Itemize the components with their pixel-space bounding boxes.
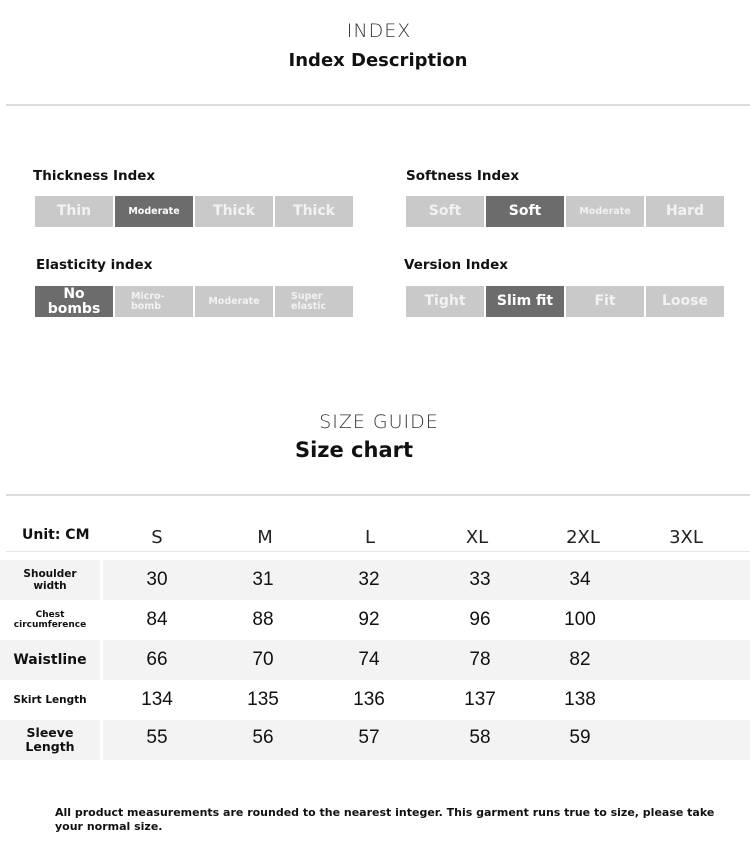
size-header-2xl: 2XL bbox=[566, 527, 600, 548]
table-cell: 34 bbox=[569, 569, 591, 590]
divider bbox=[6, 494, 750, 496]
table-cell: 134 bbox=[141, 689, 173, 710]
thickness-option-thin: Thin bbox=[35, 196, 113, 227]
thickness-option-moderate: Moderate bbox=[115, 196, 193, 227]
elasticity-index-title: Elasticity index bbox=[36, 257, 153, 273]
divider bbox=[6, 104, 750, 106]
version-scale bbox=[406, 286, 724, 317]
table-cell: 32 bbox=[358, 569, 380, 590]
table-row bbox=[0, 600, 750, 640]
size-chart-title: Size chart bbox=[294, 438, 414, 462]
thickness-option-thick: Thick bbox=[195, 196, 273, 227]
version-option-loose: Loose bbox=[646, 286, 724, 317]
table-row bbox=[0, 680, 750, 720]
table-row bbox=[0, 640, 750, 680]
elasticity-option-micro-bomb: Micro- bomb bbox=[115, 286, 193, 317]
unit-label: Unit: CM bbox=[22, 527, 90, 543]
table-cell: 74 bbox=[358, 649, 380, 670]
table-cell: 66 bbox=[146, 649, 168, 670]
version-option-fit: Fit bbox=[566, 286, 644, 317]
softness-option-soft-2: Soft bbox=[486, 196, 564, 227]
row-label-chest-circumference: Chest circumference bbox=[13, 609, 87, 630]
table-header-divider bbox=[6, 551, 750, 552]
table-cell: 82 bbox=[569, 649, 591, 670]
softness-index-title: Softness Index bbox=[406, 168, 520, 184]
table-cell: 136 bbox=[353, 689, 385, 710]
version-option-slim-fit: Slim fit bbox=[486, 286, 564, 317]
row-label-shoulder-width: Shoulder width bbox=[23, 567, 77, 592]
row-separator bbox=[100, 640, 103, 680]
table-cell: 137 bbox=[464, 689, 496, 710]
table-cell: 59 bbox=[569, 727, 591, 748]
elasticity-scale bbox=[35, 286, 353, 317]
thickness-option-thick-2: Thick bbox=[275, 196, 353, 227]
softness-option-hard: Hard bbox=[646, 196, 724, 227]
table-cell: 88 bbox=[252, 609, 274, 630]
table-row bbox=[0, 720, 750, 760]
table-cell: 96 bbox=[469, 609, 491, 630]
table-cell: 78 bbox=[469, 649, 491, 670]
row-label-sleeve-length: Sleeve Length bbox=[25, 724, 75, 754]
size-table-header bbox=[0, 518, 750, 554]
row-label-waistline: Waistline bbox=[13, 651, 87, 668]
index-eyebrow: INDEX bbox=[346, 20, 412, 42]
table-cell: 84 bbox=[146, 609, 168, 630]
size-header-s: S bbox=[151, 527, 163, 548]
index-title: Index Description bbox=[288, 50, 468, 71]
table-cell: 92 bbox=[358, 609, 380, 630]
row-separator bbox=[100, 560, 103, 600]
sizing-note: All product measurements are rounded to the nearest integer. This garment runs true to size, please take your normal size. bbox=[55, 806, 715, 833]
table-cell: 56 bbox=[252, 727, 274, 748]
thickness-index-title: Thickness Index bbox=[33, 168, 156, 184]
table-cell: 58 bbox=[469, 727, 491, 748]
size-header-3xl: 3XL bbox=[669, 527, 703, 548]
table-cell: 100 bbox=[564, 609, 596, 630]
table-cell: 55 bbox=[146, 727, 168, 748]
size-header-l: L bbox=[364, 527, 376, 548]
version-index-title: Version Index bbox=[404, 257, 508, 273]
version-option-tight: Tight bbox=[406, 286, 484, 317]
table-cell: 31 bbox=[252, 569, 274, 590]
table-cell: 135 bbox=[247, 689, 279, 710]
elasticity-option-super-elastic: Super elastic bbox=[275, 286, 353, 317]
thickness-scale bbox=[35, 196, 353, 227]
table-cell: 138 bbox=[564, 689, 596, 710]
table-row bbox=[0, 560, 750, 600]
size-header-xl: XL bbox=[465, 527, 489, 548]
row-separator bbox=[100, 720, 103, 760]
size-guide-eyebrow: SIZE GUIDE bbox=[319, 411, 439, 433]
softness-scale bbox=[406, 196, 724, 227]
softness-option-soft: Soft bbox=[406, 196, 484, 227]
elasticity-option-moderate: Moderate bbox=[195, 286, 273, 317]
softness-option-moderate: Moderate bbox=[566, 196, 644, 227]
table-cell: 70 bbox=[252, 649, 274, 670]
table-cell: 33 bbox=[469, 569, 491, 590]
size-header-m: M bbox=[257, 527, 273, 548]
row-label-skirt-length: Skirt Length bbox=[13, 693, 87, 706]
table-cell: 30 bbox=[146, 569, 168, 590]
elasticity-option-no-bombs: No bombs bbox=[35, 286, 113, 317]
table-cell: 57 bbox=[358, 727, 380, 748]
